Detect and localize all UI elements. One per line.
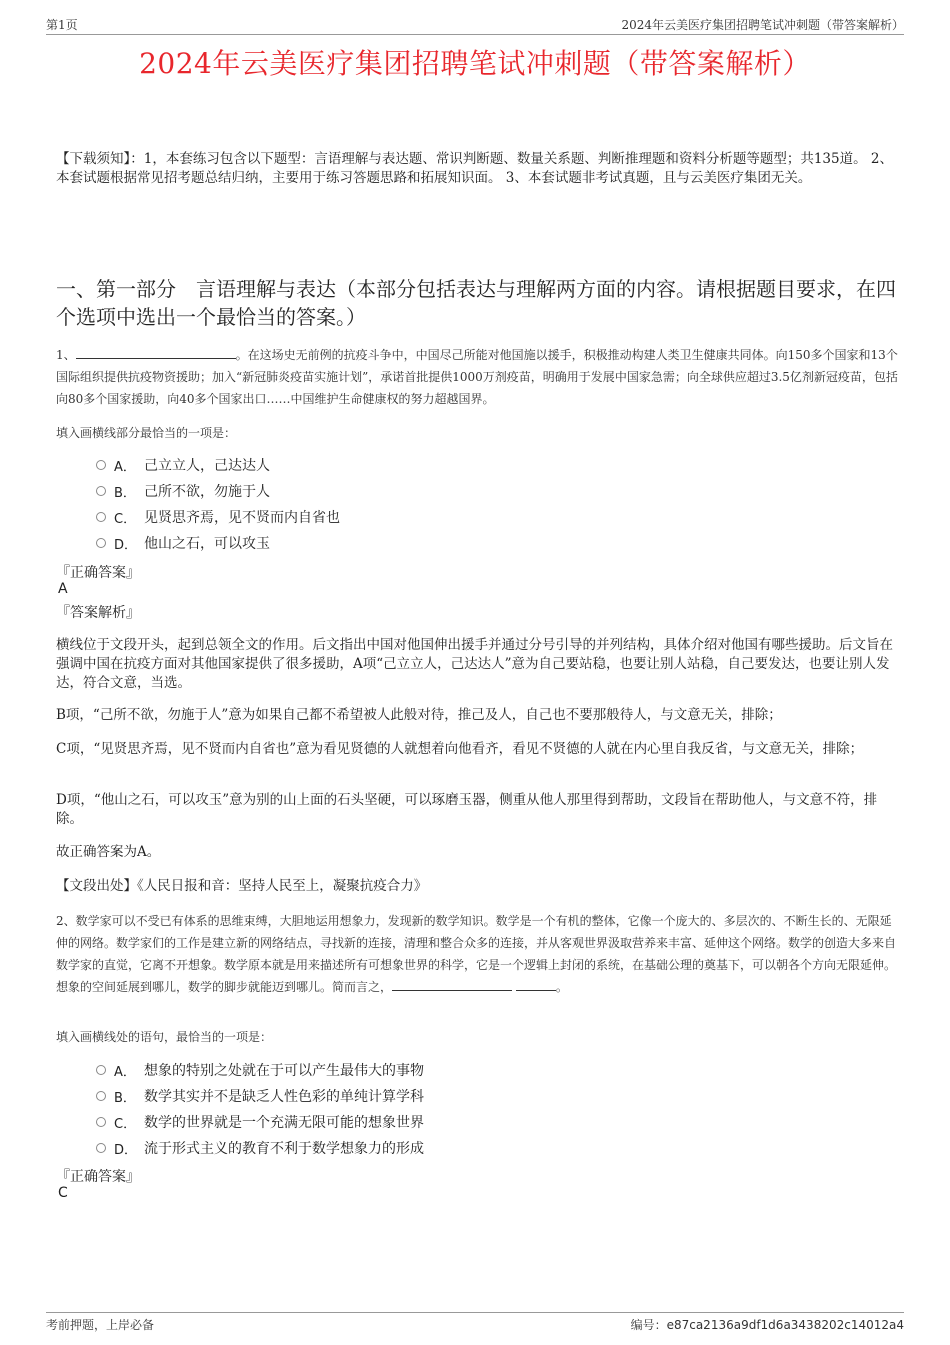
- question-number: 1、: [56, 348, 76, 362]
- page-footer: [46, 1312, 904, 1333]
- option-c[interactable]: C． 数学的世界就是一个充满无限可能的想象世界: [96, 1109, 796, 1135]
- correct-answer: A: [58, 581, 68, 597]
- analysis-paragraph: B项，“己所不欲，勿施于人”意为如果自己都不希望被人此般对待，推己及人，自己也不要那般待人，与文意无关，排除；: [56, 707, 782, 723]
- question-1-stem: [56, 344, 898, 410]
- question-number: 2、: [56, 914, 76, 928]
- answer-blank: [516, 978, 556, 991]
- option-a[interactable]: A． 想象的特别之处就在于可以产生最伟大的事物: [96, 1057, 796, 1083]
- radio-icon[interactable]: [96, 1143, 106, 1153]
- question-1-options: [96, 452, 796, 556]
- question-2-stem: 2、数学家可以不受已有体系的思维束缚，大胆地运用想象力，发现新的数学知识。数学是一个有机的整体，它像一个庞大的、多层次的、不断生长的、无限延伸的网络。数学家们的工作是建立新的网络结点，寻找新的连接，清理和整合众多的连接，并从客观世界汲取营养来丰富、延伸这个网络。数学的创造大多来自数学家的直觉，它离不开想象。数学原本就是用来描述所有可想象世界的科学，它是一个逻辑上封闭的系统，在基础公理的奠基下，可以朝各个方向无限延伸。想象的空间延展到哪儿，数学的脚步就能迈到哪儿。简而言之， 。: [56, 914, 897, 994]
- correct-answer-label: 『正确答案』: [56, 1169, 140, 1185]
- correct-answer: C: [58, 1185, 68, 1201]
- correct-answer-label: 『正确答案』: [56, 565, 140, 581]
- footer-slogan: 考前押题，上岸必备: [46, 1318, 155, 1332]
- option-d[interactable]: D． 流于形式主义的教育不利于数学想象力的形成: [96, 1135, 796, 1161]
- analysis-label: 『答案解析』: [56, 605, 140, 621]
- page-number: 第1页: [46, 18, 78, 32]
- question-text: 数学家可以不受已有体系的思维束缚，大胆地运用想象力，发现新的数学知识。数学是一个有机的整体，它像一个庞大的、多层次的、不断生长的、无限延伸的网络。数学家们的工作是建立新的网络结点，寻找新的连接，清理和整合众多的连接，并从客观世界汲取营养来丰富、延伸这个网络。数学的创造大多来自数学家的直觉，它离不开想象。数学原本就是用来描述所有可想象世界的科学，它是一个逻辑上封闭的系统，在基础公理的奠基下，可以朝各个方向无限延伸。想象的空间延展到哪儿，数学的脚步就能迈到哪儿。简而言之，: [56, 914, 897, 994]
- answer-blank: [432, 978, 512, 991]
- analysis-paragraph: D项，“他山之石，可以攻玉”意为别的山上面的石头坚硬，可以琢磨玉器，侧重从他人那里得到帮助，文段旨在帮助他人，与文意不符，排除。: [56, 792, 878, 827]
- answer-blank: [76, 346, 236, 359]
- section-heading: 一、第一部分 言语理解与表达（本部分包括表达与理解两方面的内容。请根据题目要求，在四个选项中选出一个最恰当的答案。）: [56, 277, 896, 329]
- option-c[interactable]: C． 见贤思齐焉，见不贤而内自省也: [96, 504, 796, 530]
- analysis-paragraph: C项，“见贤思齐焉，见不贤而内自省也”意为看见贤德的人就想着向他看齐，看见不贤德的人就在内心里自我反省，与文意无关，排除；: [56, 741, 864, 757]
- download-notice: 【下载须知】：1，本套练习包含以下题型：言语理解与表达题、常识判断题、数量关系题、判断推理题和资料分析题等题型；共135道。 2、本套试题根据常见招考题总结归纳，主要用于练习答题思路和拓展知识面。 3、本套试题非考试真题，且与云美医疗集团无关。: [56, 151, 893, 186]
- radio-icon[interactable]: [96, 1091, 106, 1101]
- header-doc-title: 2024年云美医疗集团招聘笔试冲刺题（带答案解析）: [621, 18, 904, 32]
- option-b[interactable]: B． 己所不欲，勿施于人: [96, 478, 796, 504]
- radio-icon[interactable]: [96, 460, 106, 470]
- footer-doc-id: 编号：e87ca2136a9df1d6a3438202c14012a4: [630, 1318, 904, 1332]
- question-text: 。在这场史无前例的抗疫斗争中，中国尽己所能对他国施以援手，积极推动构建人类卫生健康共同体。向150多个国家和13个国际组织提供抗疫物资援助；加入“新冠肺炎疫苗实施计划”，承诺首批提供1000万剂疫苗，明确用于发展中国家急需；向全球供应超过3.5亿剂新冠疫苗，包括向80多个国家援助，向40多个国家出口……中国维护生命健康权的努力超越国界。: [56, 348, 898, 406]
- document-title: 2024年云美医疗集团招聘笔试冲刺题（带答案解析）: [139, 47, 811, 80]
- analysis-conclusion: 故正确答案为A。: [56, 844, 161, 860]
- radio-icon[interactable]: [96, 1065, 106, 1075]
- radio-icon[interactable]: [96, 486, 106, 496]
- option-d[interactable]: D． 他山之石，可以攻玉: [96, 530, 796, 556]
- answer-blank: [392, 978, 432, 991]
- radio-icon[interactable]: [96, 538, 106, 548]
- question-1-prompt: 填入画横线部分最恰当的一项是：: [56, 426, 237, 440]
- radio-icon[interactable]: [96, 1117, 106, 1127]
- question-2-options: [96, 1057, 796, 1161]
- option-b[interactable]: B． 数学其实并不是缺乏人性色彩的单纯计算学科: [96, 1083, 796, 1109]
- page-header: [46, 16, 904, 35]
- option-a[interactable]: A． 己立立人，己达达人: [96, 452, 796, 478]
- analysis-paragraph: 横线位于文段开头，起到总领全文的作用。后文指出中国对他国伸出援手并通过分号引导的并列结构，具体介绍对他国有哪些援助。后文旨在强调中国在抗疫方面对其他国家提供了很多援助，A项“己立立人，己达达人”意为自己要站稳，也要让别人站稳，自己要发达，也要让别人发达，符合文意，当选。: [56, 637, 893, 691]
- radio-icon[interactable]: [96, 512, 106, 522]
- passage-source: 【文段出处】《人民日报和音：坚持人民至上，凝聚抗疫合力》: [56, 878, 428, 894]
- question-2-prompt: 填入画横线处的语句，最恰当的一项是：: [56, 1030, 273, 1044]
